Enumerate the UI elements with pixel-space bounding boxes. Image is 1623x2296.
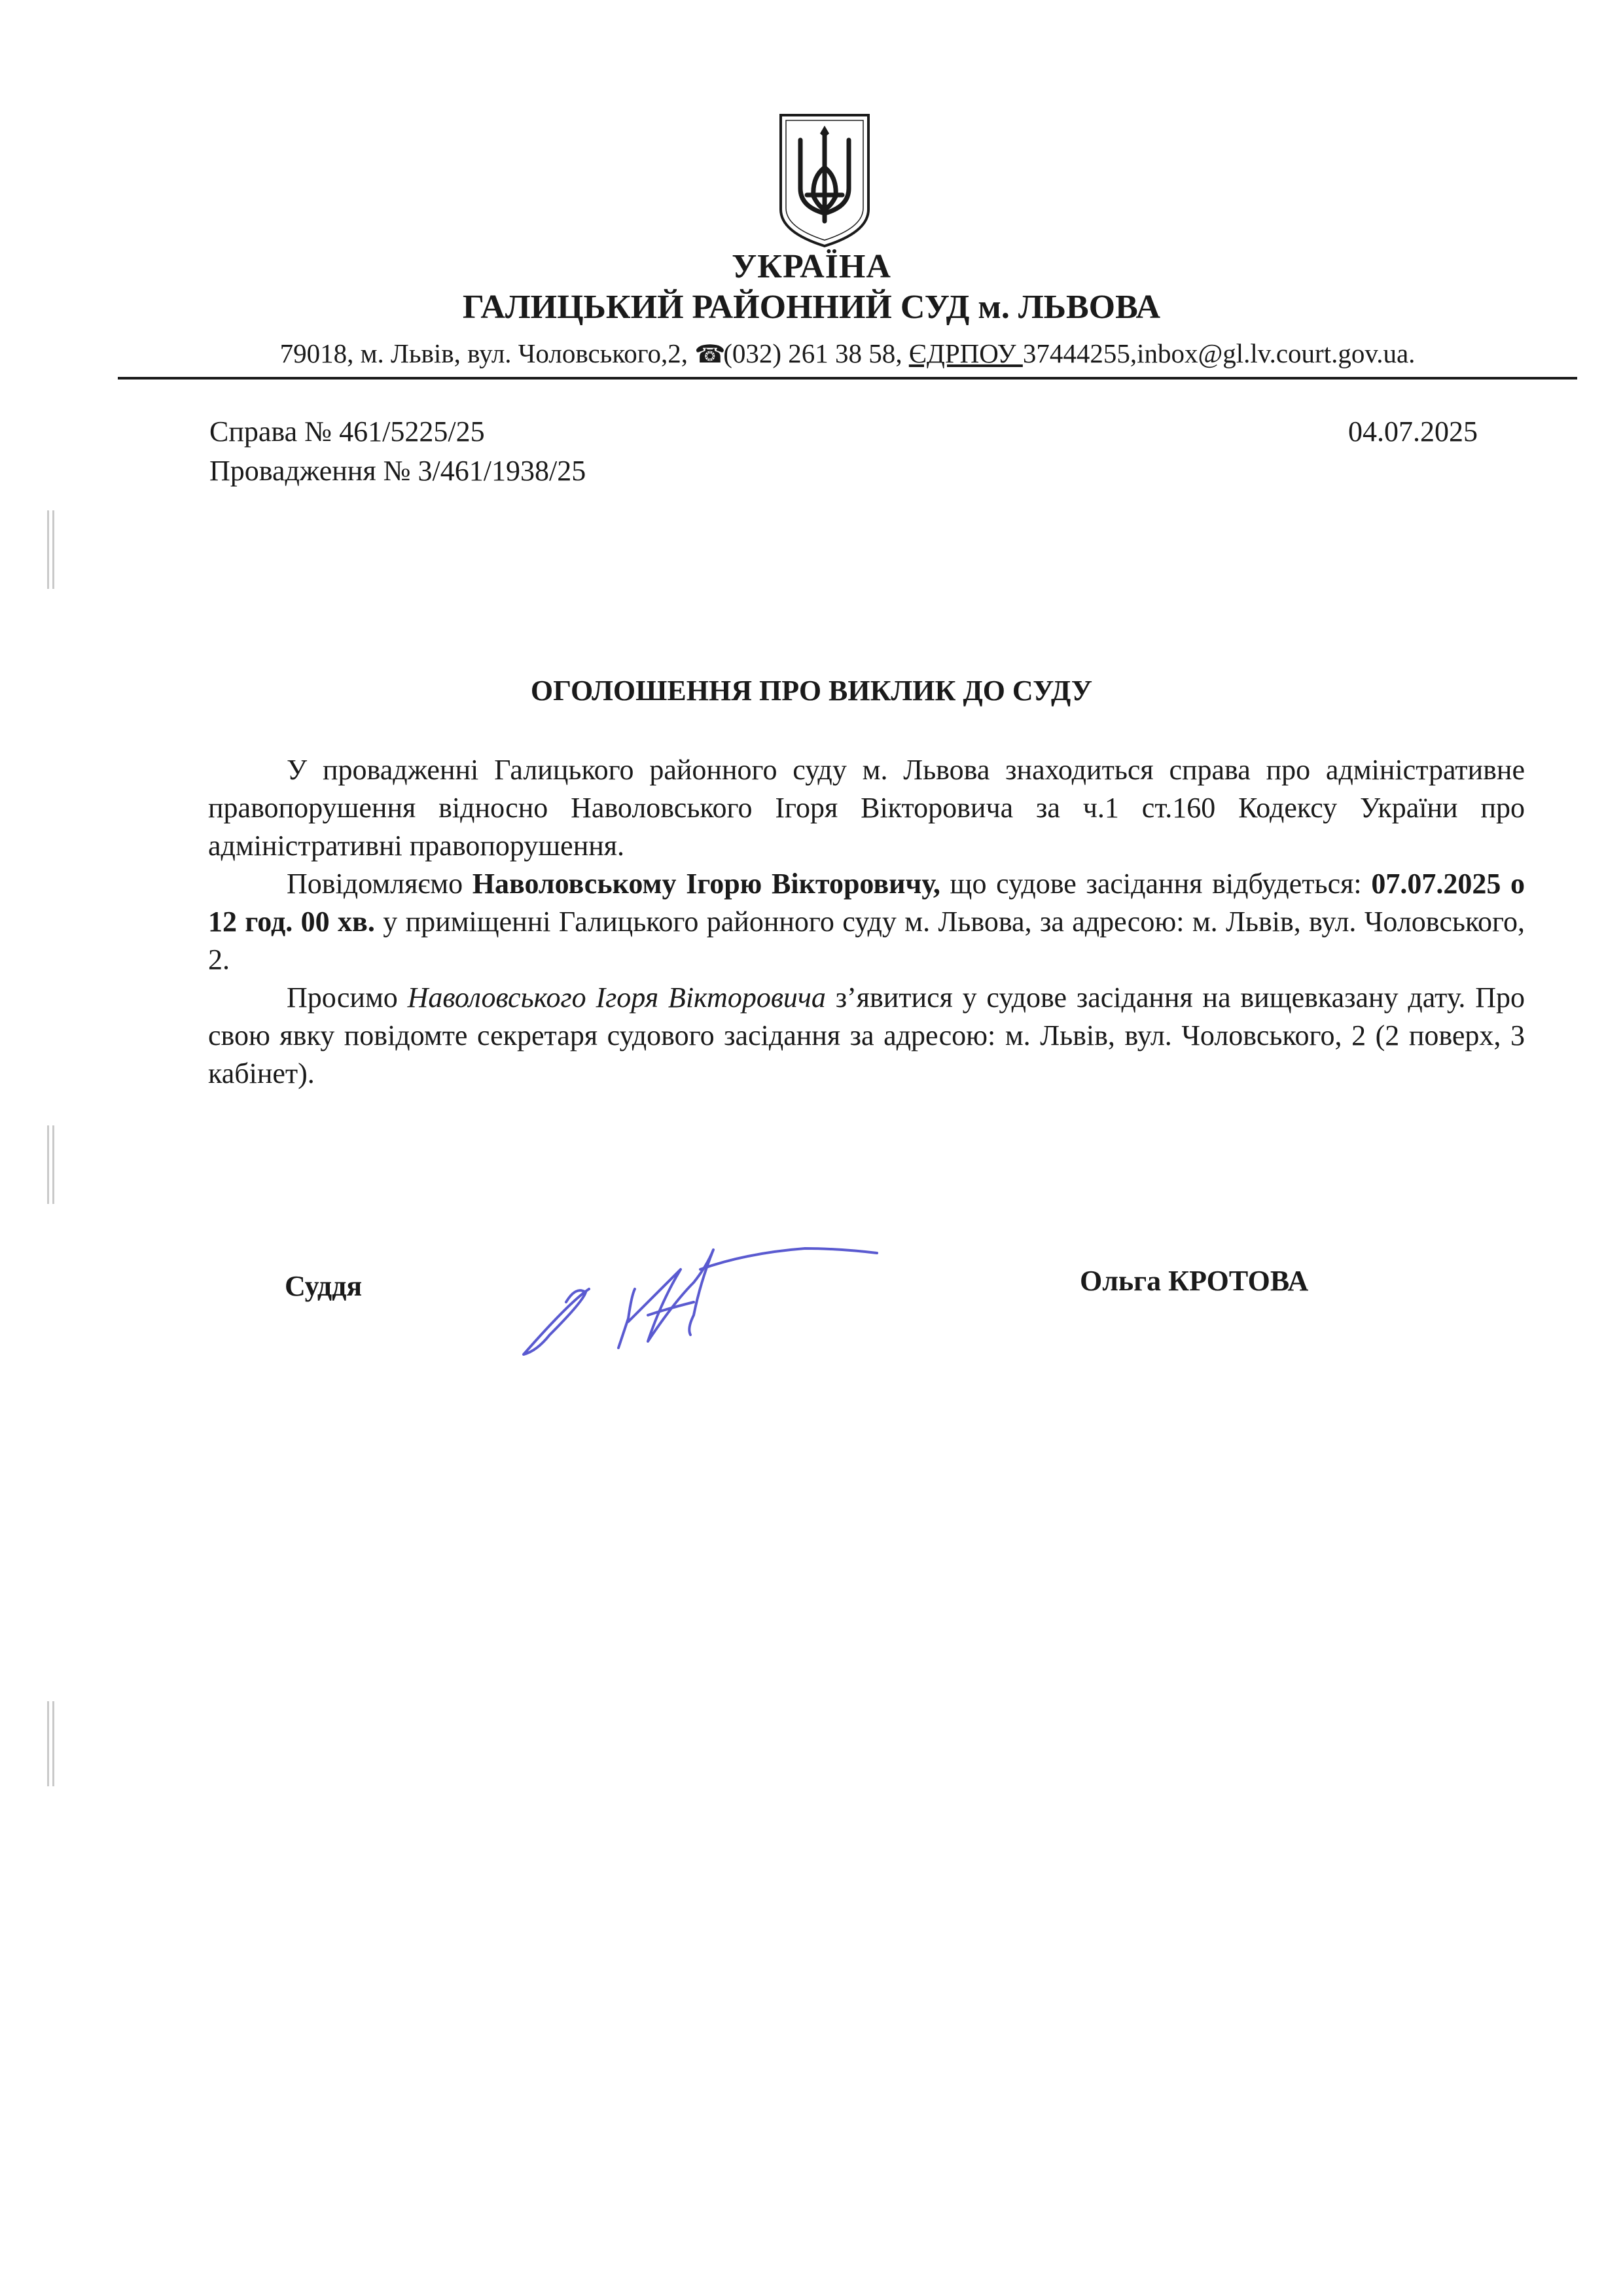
scan-edge-mark [52, 1701, 54, 1786]
scan-edge-mark [47, 1125, 49, 1204]
notice-paragraph-1: У провадженні Галицького районного суду м. Львова знаходиться справа про адміністративне правопорушення відносно Наволовського Ігоря Вікторовича за ч.1 ст.160 Кодексу України про адміністративні правопорушення. [208, 754, 1525, 862]
address-separator: , [895, 338, 909, 368]
notice-paragraph-3 [208, 979, 1525, 1093]
p3-text-2: з’явитися у судове засідання на вищевказану дату. Про свою явку повідомте секретаря судового засідання за адресою: м. Львів, вул. Чоловського, 2 (2 поверх, 3 кабінет). [208, 981, 1525, 1089]
p2-person-name: Наволовському Ігорю Вікторовичу, [472, 868, 940, 900]
phone-number: (032) 261 38 58 [723, 338, 896, 368]
edrpou-label: ЄДРПОУ [908, 338, 1023, 368]
p3-text-1: Просимо [287, 981, 408, 1014]
header-country: УКРАЇНА [732, 248, 891, 285]
edrpou-and-email: 37444255,inbox@gl.lv.court.gov.ua. [1022, 338, 1416, 368]
scan-edge-mark [47, 510, 49, 589]
p3-person-name: Наволовського Ігоря Вікторовича [407, 981, 826, 1014]
court-address-line [118, 334, 1577, 380]
p2-text-1: Повідомляємо [287, 868, 473, 900]
handwritten-signature [497, 1204, 890, 1374]
proceeding-number: Провадження № 3/461/1938/25 [209, 455, 586, 487]
notice-title: ОГОЛОШЕННЯ ПРО ВИКЛИК ДО СУДУ [530, 675, 1093, 707]
document-date: 04.07.2025 [1348, 415, 1478, 448]
trident-coat-of-arms-icon [776, 111, 874, 249]
p2-text-3: у приміщенні Галицького районного суду м. Львова, за адресою: м. Львів, вул. Чоловського, 2. [208, 906, 1525, 976]
telephone-icon: ☎ [694, 340, 726, 368]
address-text: 79018, м. Львів, вул. Чоловського,2, [279, 338, 695, 368]
p2-hearing-datetime: 07.07.2025 о 12 год. 00 хв. [208, 868, 1525, 938]
case-number: Справа № 461/5225/25 [209, 415, 485, 448]
judge-name: Ольга КРОТОВА [1080, 1265, 1309, 1297]
scan-edge-mark [52, 510, 54, 589]
scan-edge-mark [47, 1701, 49, 1786]
scan-edge-mark [52, 1125, 54, 1204]
p2-text-2: що судове засідання відбудеться: [940, 868, 1372, 900]
header-court-name: ГАЛИЦЬКИЙ РАЙОННИЙ СУД м. ЛЬВОВА [462, 289, 1161, 326]
judge-role-label: Суддя [285, 1270, 363, 1302]
notice-paragraph-2 [208, 865, 1525, 979]
